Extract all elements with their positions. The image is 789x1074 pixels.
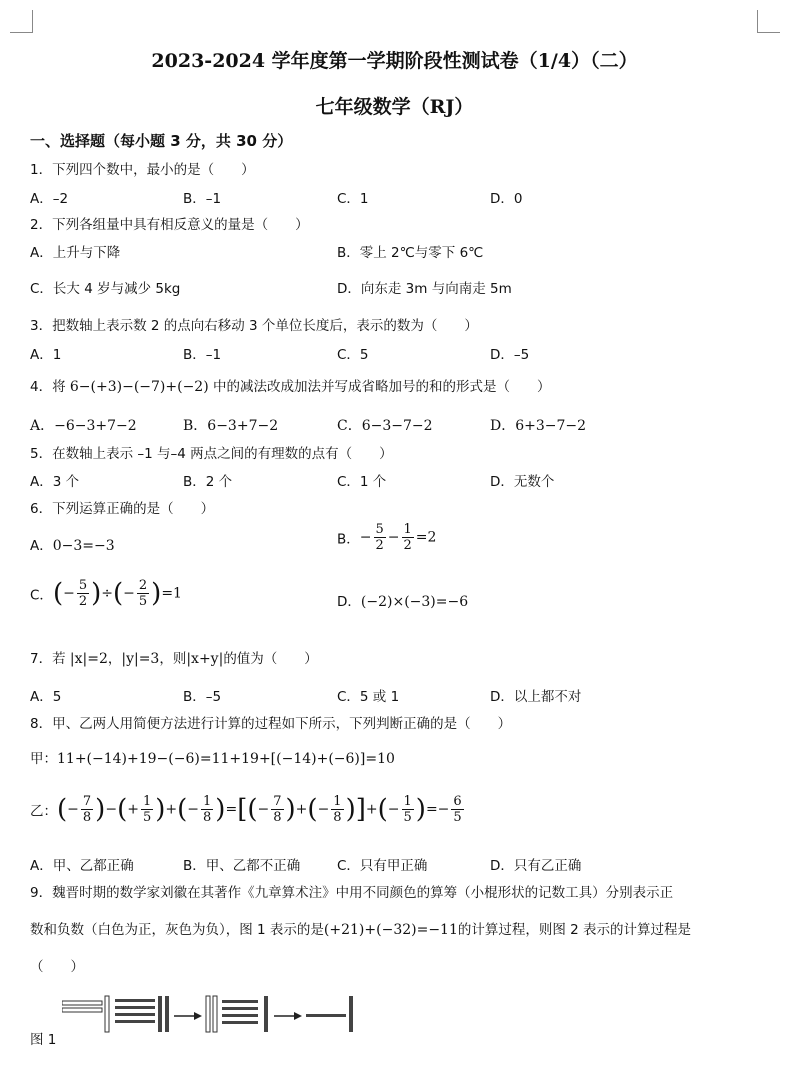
q5-option-d: D．无数个 [490, 474, 555, 490]
q4-stem-suffix: 中的减法改成加法并写成省略加号的和的形式是（ ） [208, 379, 551, 395]
q8-yi-frac-7 [451, 794, 463, 825]
q3-option-b: B．–1 [183, 347, 222, 363]
q9-expression: (+21)+(−32)=−11 [323, 922, 458, 938]
q7-condition-x: |x|=2 [69, 651, 108, 667]
q4-stem-prefix: 4．将 [30, 379, 70, 395]
q1-option-c: C．1 [337, 191, 369, 207]
q3-stem: 3．把数轴上表示数 2 的点向右移动 3 个单位长度后，表示的数为（ ） [30, 318, 478, 334]
q4-option-a: A．−6−3+7−2 [30, 418, 137, 434]
q6-b-den-1: 2 [375, 538, 384, 553]
q8-yi-frac-6 [402, 794, 414, 825]
q3-option-a: A．1 [30, 347, 62, 363]
q8-jia-line [30, 747, 395, 767]
q8-yi-frac-1 [81, 794, 93, 825]
q2-option-d: D．向东走 3m 与向南走 5m [337, 281, 512, 297]
q8-yi-line: 乙：(− $\frac{7}{8}$ )−(+ $\frac{1}{5}$ )+(− $\frac{1}{8}$ )=[(− $\frac{7}{8}$ )+(− $\frac{1}{8}$ )]+(− $\frac{1}{5}$ )=− $\frac{6}{5}$ [30, 794, 462, 825]
q8-yi-label: 乙： [30, 803, 57, 820]
q1-option-a: A．–2 [30, 191, 69, 207]
q6-option-a [30, 534, 115, 554]
q8-option-a: A．甲、乙都正确 [30, 858, 134, 874]
rods-result-negative-11 [306, 996, 353, 1032]
q6-option-c-label: C． [30, 587, 53, 604]
q6-option-b: B．− $\frac{5}{2}$ − $\frac{1}{2}$ =2 [337, 522, 437, 553]
arrow-icon [274, 1012, 302, 1020]
q9-line-2-suffix: 的计算过程，则图 2 表示的计算过程是 [457, 922, 692, 938]
exam-subtitle: 七年级数学（RJ） [315, 96, 474, 118]
q2-option-c: C．长大 4 岁与减少 5kg [30, 281, 181, 297]
q8-yi-den-3: 8 [203, 810, 212, 825]
q6-c-result: =1 [161, 585, 182, 602]
q6-c-num-2: 2 [138, 578, 148, 593]
q7-expression: |x+y| [186, 651, 224, 667]
q8-yi-num-4: 7 [273, 794, 282, 809]
q9-line-2 [30, 918, 691, 938]
q8-yi-num-2: 1 [142, 794, 152, 809]
q7-stem-suffix: 的值为（ ） [223, 651, 318, 667]
q6-b-num-2: 1 [403, 522, 412, 537]
q6-c-fraction-1 [77, 578, 89, 609]
q6-option-d-label: D． [337, 594, 361, 610]
q6-b-den-2: 2 [403, 538, 412, 553]
q6-option-a-expr: 0−3=−3 [52, 538, 115, 554]
q7-stem-prefix: 7．若 [30, 651, 70, 667]
q6-stem: 6．下列运算正确的是（ ） [30, 501, 215, 517]
q8-yi-den-7: 5 [453, 810, 462, 825]
q7-condition-y: |y|=3 [121, 651, 160, 667]
q6-option-c: C．(− $\frac{5}{2}$ )÷(− $\frac{2}{5}$ )=1 [30, 578, 182, 609]
q5-option-c: C．1 个 [337, 474, 387, 490]
q6-option-a-label: A． [30, 538, 53, 554]
q6-c-den-2: 5 [138, 594, 148, 609]
q8-yi-frac-4 [271, 794, 283, 825]
q6-option-b-label: B． [337, 531, 360, 548]
q2-option-b: B．零上 2℃与零下 6℃ [337, 245, 484, 261]
q5-option-b: B．2 个 [183, 474, 233, 490]
q8-option-c: C．只有甲正确 [337, 858, 428, 874]
q4-option-c: C．6−3−7−2 [337, 418, 433, 434]
q4-expression: 6−(+3)−(−7)+(−2) [69, 379, 209, 395]
q8-yi-den-4: 8 [273, 810, 282, 825]
crop-mark-top-right [757, 10, 780, 33]
q7-option-d: D．以上都不对 [490, 689, 582, 705]
q8-stem: 8．甲、乙两人用简便方法进行计算的过程如下所示，下列判断正确的是（ ） [30, 716, 512, 732]
q6-option-d-expr: (−2)×(−3)=−6 [360, 594, 469, 610]
q8-yi-num-7: 6 [453, 794, 462, 809]
section-heading: 一、选择题（每小题 3 分，共 30 分） [30, 132, 293, 150]
q4-option-d: D．6+3−7−2 [490, 418, 587, 434]
q6-b-fraction-1 [374, 522, 386, 553]
rods-positive-21 [62, 996, 109, 1032]
q9-line-1: 9．魏晋时期的数学家刘徽在其著作《九章算术注》中用不同颜色的算筹（小棍形状的记数工具）分别表示正 [30, 885, 674, 901]
q3-option-c: C．5 [337, 347, 369, 363]
crop-mark-top-left [10, 10, 33, 33]
q8-jia-expression: 11+(−14)+19−(−6)=11+19+[(−14)+(−6)]=10 [57, 751, 395, 767]
q6-b-fraction-2 [402, 522, 414, 553]
q6-c-num-1: 5 [78, 578, 88, 593]
q4-option-b: B．6−3+7−2 [183, 418, 279, 434]
rods-regrouped [206, 996, 268, 1032]
q7-option-a: A．5 [30, 689, 62, 705]
q5-stem: 5．在数轴上表示 –1 与–4 两点之间的有理数的点有（ ） [30, 446, 393, 462]
q3-option-d: D．–5 [490, 347, 530, 363]
q1-stem: 1．下列四个数中，最小的是（ ） [30, 162, 255, 178]
q6-b-result: =2 [415, 529, 437, 546]
q8-yi-den-6: 5 [403, 810, 412, 825]
q6-option-d [337, 590, 468, 610]
q8-yi-den-2: 5 [142, 810, 152, 825]
q7-stem [30, 647, 318, 667]
rods-negative-32 [115, 996, 169, 1032]
q2-stem: 2．下列各组量中具有相反意义的量是（ ） [30, 217, 309, 233]
q8-yi-den-5: 8 [333, 810, 342, 825]
q7-option-c: C．5 或 1 [337, 689, 400, 705]
counting-rods-figure [62, 994, 362, 1039]
q9-line-2-prefix: 数和负数（白色为正，灰色为负），图 1 表示的是 [30, 922, 324, 938]
q5-option-a: A．3 个 [30, 474, 80, 490]
q8-option-b: B．甲、乙都不正确 [183, 858, 301, 874]
q9-line-3: （ ） [30, 959, 84, 975]
q8-yi-den-1: 8 [82, 810, 92, 825]
q7-separator-1: ， [107, 651, 122, 667]
q6-c-fraction-2 [137, 578, 149, 609]
q8-yi-frac-3 [201, 794, 213, 825]
q1-option-d: D．0 [490, 191, 523, 207]
q8-yi-num-1: 7 [82, 794, 92, 809]
q8-yi-num-6: 1 [403, 794, 412, 809]
q7-option-b: B．–5 [183, 689, 222, 705]
q4-stem [30, 375, 550, 395]
q6-b-num-1: 5 [375, 522, 384, 537]
q2-option-a: A．上升与下降 [30, 245, 121, 261]
q8-yi-num-5: 1 [333, 794, 342, 809]
exam-title: 2023-2024 学年度第一学期阶段性测试卷（1/4）（二） [151, 50, 638, 72]
q8-jia-label: 甲： [30, 751, 57, 767]
q1-option-b: B．–1 [183, 191, 222, 207]
arrow-icon [174, 1012, 202, 1020]
q8-yi-frac-2 [141, 794, 153, 825]
q8-yi-frac-5 [331, 794, 343, 825]
q7-separator-2: ，则 [159, 651, 187, 667]
q8-option-d: D．只有乙正确 [490, 858, 582, 874]
q6-c-den-1: 2 [78, 594, 88, 609]
figure-1-label: 图 1 [30, 1032, 57, 1048]
q8-yi-num-3: 1 [203, 794, 212, 809]
